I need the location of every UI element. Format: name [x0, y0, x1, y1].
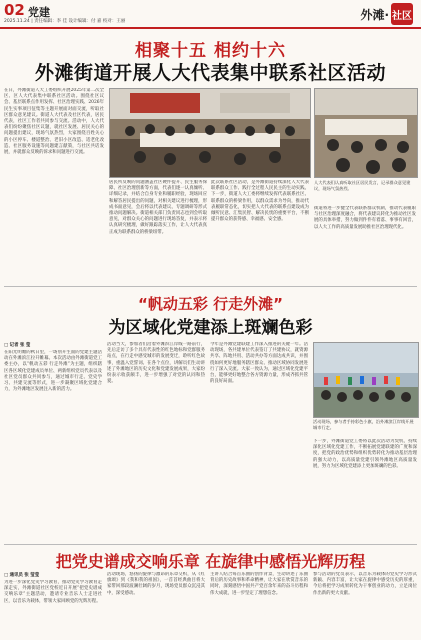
story3-column-2: 活动现场，悠扬的旋律与激昂的乐章交织，从《红旗颂》到《我和我的祖国》，一首首经典曲目将大家带回那段波澜壮阔的岁月，现场党员群众沉浸其中，深受感动。 — [107, 572, 205, 596]
story1-kicker: 相聚十五 相约十六 — [135, 41, 286, 61]
story2-column-2: 活动当天，参加者们沿着外滩滨江岸线一路前行，先后走访了多个具有代表性的红色地标和党群服务站点，在行走中感受城市的发展变迁，聆听红色故事，重温入党誓词。在各个点位，讲解员们生动讲述了外滩地区的历史文化和党建发展成果，大家纷纷表示收获颇丰，进一步增强了对党的认同和热爱。 — [107, 342, 205, 385]
story1-photo-caption: 人大代表们认真听取社区居民发言，记录群众意见建议，现场气氛热烈。 — [314, 180, 411, 191]
section-title: 党建 — [28, 6, 50, 19]
story3-headline: 把党史谱成交响乐章 在旋律中感悟光辉历程 — [55, 552, 366, 571]
story1-column-4: 街道将进一步健全代表联系群众机制，推动代表履职与社区治理深度融合，将代表建议转化为推动社区发展的具体举措，努力做到件件有着落、事事有回音，以人大工作的高质量发展助推社区治理现代化。 — [314, 206, 416, 230]
story3-column-1: 为进一步深化党史学习教育，推动党史学习教育走深走实，外滩街道社区党校近日开展“把党史谱成交响乐章”主题活动，邀请专业音乐人士走进社区，以音乐为载体，带领大家回顾党的光辉历程。 — [4, 580, 102, 604]
story1-headline: 外滩街道开展人大代表集中联系社区活动 — [34, 62, 386, 84]
section-divider-2 — [4, 544, 417, 545]
story2-kicker: “帆动五彩 行走外滩” — [138, 295, 283, 313]
masthead-seal-logo: 社区 — [391, 3, 413, 25]
story1-column-2: 居民所反映的问题涵盖社区硬件提升、民生服务保障、社区治理创新等方面，代表们逐一认真倾听、详细记录，并结合自身专业和履职经验，现场回应和解答居民提出的问题，对相关建议进行梳理，形成书面意见，会后将以代表建议、专题调研等形式推动问题解决。街道相关部门负责同志也到会听取意见，对群众关心的问题进行现场答复，并表示将认真研究梳理，做好跟踪落实工作，让人大代表真正成为联系群众的桥梁纽带。 — [109, 180, 207, 235]
header-rule — [0, 27, 421, 29]
story1-column-3: 此次联系社区活动，是外滩街道持续深化人大代表联系群众工作、践行全过程人民民主的生动实践。下一步，街道人大工委将继续发挥代表联系社区、联系群众的桥梁作用，以群众需求为导向，推动代表履职常态化，切实把人大代表的联系点建设成为倾听民意、汇集民智、解决民忧的重要平台，不断提升群众的获得感、幸福感、安全感。 — [211, 180, 309, 223]
story2-column-3: 今年是外滩党建联建工作深入推进的关键一年。活动现场，各共建单位代表签订了共建协议，就资源共享、阵地共用、活动共办等方面达成共识，并围绕如何更好地服务辖区群众、推动区域协同发展进行了深入交流。大家一致认为，通过区域化党建平台，能够更好地整合各方资源力量，形成齐抓共管的良好局面。 — [210, 342, 308, 385]
story2-byline: □ 记者 张 莹 — [4, 343, 31, 348]
section-divider-1 — [4, 286, 417, 287]
story2-column-1: 在阳光明媚的秋日里，一场别开生面的党建主题活动在外滩滨江拉开帷幕。本次活动由外滩街道党工委主办，以“帆动五彩 行走外滩”为主题，组织辖区各区域化党建成员单位、两新组织党员代表以及社区党员群众共同参与，通过城市行走、党史学习、共建交流等形式，进一步凝聚区域化党建合力，为外滩地区发展注入新的活力。 — [4, 350, 102, 393]
story2-column-4: 下一步，外滩街道党工委将以此次活动为契机，持续深化区域化党建工作，不断拓展党建联建的广度和深度，把党的政治优势和组织优势转化为推动基层治理的强大动力，以高质量党建引领外滩地区高质量发展，努力为区域化党建添上更加斑斓的色彩。 — [313, 439, 417, 469]
edition-meta: 2025.11.24 | 责任编辑：李 佳 设计编辑：付 嘉 校对：王丽 — [4, 19, 126, 24]
story3-byline: □ 通讯员 张 莹莹 — [4, 573, 40, 578]
story1-column-1: 在日，外滩街道人大工委组织开展2025年第二次全区、区人大代表集中联系社区活动。围绕社区议会、基层联系点作用发挥、社区治理实践、2026年民生实事项目征集等主题开展面对面交流，听取社区群众意见建议。街道人大代表及社区代表，居民代表，社区工作者共同参与交流。活动中，人大代表们纷纷聚焦社区议题，就社区发展、居民关心的问题提出建议，现场气氛热烈，大家围绕百姓关心的小区停车、楼道整治、老旧小区改造、适老化改造、社区服务设施等问题建言献策，与社区共话发展，并就群众反映的诉求和问题进行交流。 — [4, 88, 104, 156]
story1-photo — [109, 88, 311, 178]
page-number: 02 — [4, 1, 25, 19]
masthead — [360, 3, 413, 25]
masthead-text: 外滩· — [360, 7, 389, 22]
story2-photo-caption: 活动现场，参与者手持彩色小旗，沿外滩滨江岸线开展城市行走。 — [313, 419, 414, 430]
page-header — [0, 0, 421, 26]
story1-photo-2 — [314, 88, 418, 178]
story2-photo — [313, 342, 419, 418]
story2-headline: 为区域化党建添上斑斓色彩 — [108, 318, 313, 338]
story3-column-4: 参与活动的党员表示，以音乐为载体的党史学习形式新颖、内容丰富，让大家在旋律中感受历史的厚重，今后将把学习成果转化为干事创业的动力，立足岗位作出新的更大贡献。 — [313, 572, 417, 596]
story3-column-3: 主讲人结合每首乐曲的创作背景，生动讲述了乐曲背后的历史故事和革命精神，让大家在欣赏音乐的同时，深刻感悟中国共产党百余年来的奋斗历程和伟大成就，进一步坚定了理想信念。 — [210, 572, 308, 596]
